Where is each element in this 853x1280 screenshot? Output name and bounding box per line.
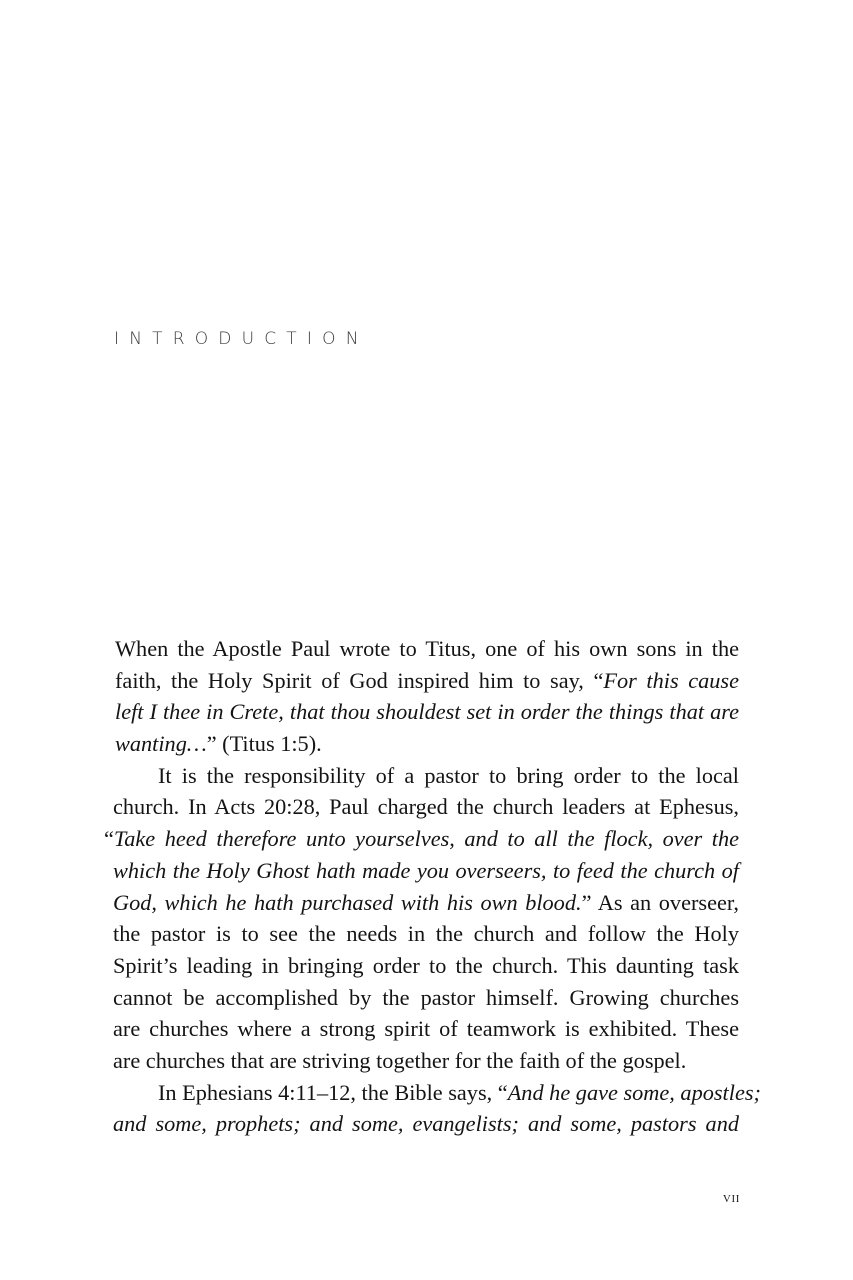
scripture-quote: wanting…: [115, 731, 207, 757]
scripture-quote: And he gave some, apostles;: [507, 1079, 761, 1105]
text-line: [113, 918, 739, 950]
text-segment: are churches where a strong spirit of teamwork is exhibited. These: [113, 1016, 739, 1042]
text-line: [113, 982, 739, 1014]
text-line: [104, 823, 739, 855]
text-line: [113, 950, 739, 982]
text-segment: In Ephesians 4:11–12, the Bible says, “: [158, 1079, 508, 1105]
text-segment: It is the responsibility of a pastor to bring order to the local: [158, 762, 739, 788]
text-line: [113, 1077, 761, 1109]
text-segment: When the Apostle Paul wrote to Titus, one of his own sons in the: [115, 636, 739, 661]
chapter-heading: INTRODUCTION: [114, 329, 369, 349]
text-line: [113, 1108, 739, 1140]
text-line: [113, 696, 739, 728]
text-line: [113, 760, 739, 792]
scripture-quote: and some, prophets; and some, evangelists; and some, pastors and: [113, 1111, 739, 1137]
text-segment: church. In Acts 20:28, Paul charged the church leaders at Ephesus,: [113, 794, 739, 820]
text-segment: are churches that are striving together for the faith of the gospel.: [113, 1047, 687, 1073]
text-line: [113, 633, 739, 665]
text-line: [113, 887, 739, 919]
text-line: [113, 1013, 739, 1045]
paragraph-1: [113, 633, 739, 760]
text-line: [113, 791, 739, 823]
paragraph-2: [104, 760, 739, 1077]
text-segment: faith, the Holy Spirit of God inspired him to say, “: [115, 667, 604, 693]
text-line: [113, 728, 739, 760]
text-segment: “: [104, 826, 114, 852]
scripture-quote: Take heed therefore unto yourselves, and to all the flock, over the: [113, 826, 739, 852]
text-line: [113, 855, 739, 887]
scripture-reference: ” (Titus 1:5).: [206, 731, 322, 757]
scripture-quote: God, which he hath purchased with his own blood.: [113, 889, 582, 915]
text-segment: ” As an overseer,: [581, 889, 739, 915]
scripture-quote: which the Holy Ghost hath made you overseers, to feed the church of: [113, 857, 739, 883]
scripture-quote: For this cause: [603, 667, 739, 693]
text-segment: the pastor is to see the needs in the church and follow the Holy: [113, 921, 739, 947]
scripture-quote: left I thee in Crete, that thou shouldest set in order the things that are: [115, 699, 739, 725]
paragraph-3: [113, 1077, 761, 1140]
text-segment: Spirit’s leading in bringing order to the church. This daunting task: [113, 952, 739, 978]
body-text: [104, 633, 761, 1140]
text-line: [113, 665, 739, 697]
text-line: [113, 1045, 739, 1077]
page-number: vii: [722, 1190, 740, 1206]
text-segment: cannot be accomplished by the pastor himself. Growing churches: [113, 984, 739, 1010]
